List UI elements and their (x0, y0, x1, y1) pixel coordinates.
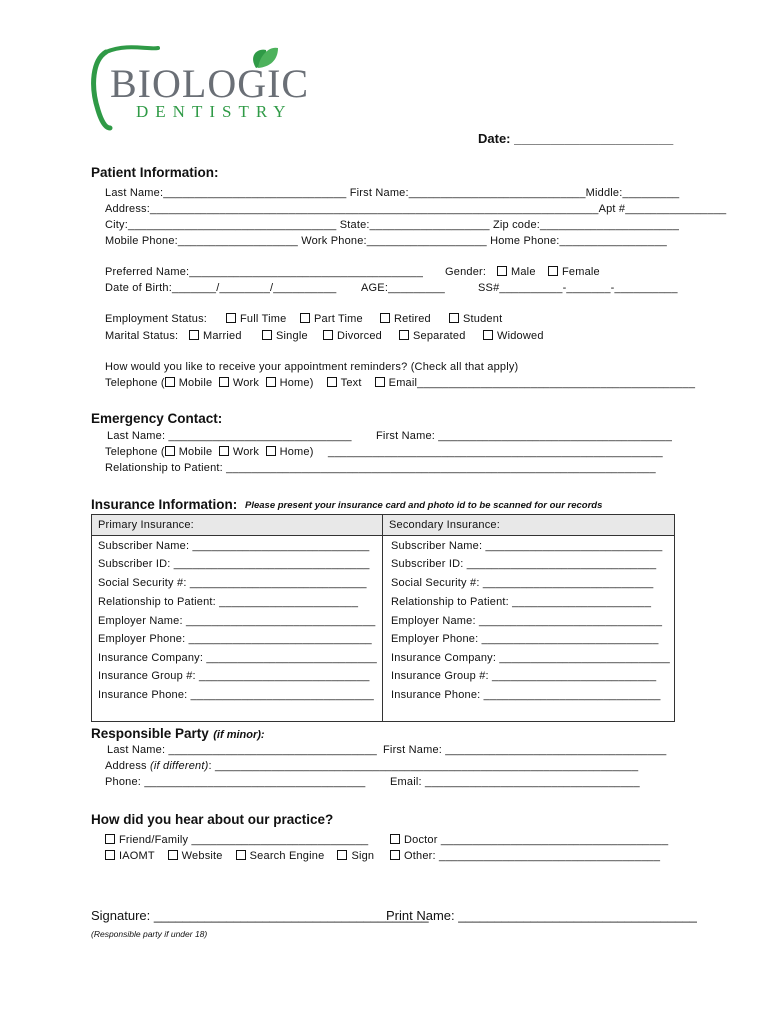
emergency-heading: Emergency Contact: (91, 411, 223, 426)
checkbox-icon[interactable] (327, 377, 337, 387)
marital-married[interactable] (189, 329, 242, 343)
secondary-row[interactable]: Employer Name: _____________________________ (391, 615, 663, 627)
patient-address-line[interactable]: Address:_______________________________________________________________________Apt #________________ (105, 203, 727, 215)
mobile-label: Mobile (178, 377, 213, 389)
reminder-question: How would you like to receive your appointment reminders? (Check all that apply) (105, 361, 519, 373)
primary-row[interactable]: Employer Phone: _____________________________ (98, 633, 372, 645)
signature-field[interactable]: Signature: ______________________________________ (91, 908, 429, 923)
age-field[interactable]: AGE:_________ (361, 282, 445, 294)
responsible-address[interactable] (105, 759, 638, 773)
text-label: Text (340, 377, 362, 389)
email-field[interactable]: Email____________________________________________ (388, 377, 696, 389)
checkbox-icon[interactable] (390, 834, 400, 844)
checkbox-icon[interactable] (497, 266, 507, 276)
employment-full-time[interactable] (226, 312, 286, 326)
responsible-note: (if minor): (213, 729, 265, 741)
option-label: Married (203, 330, 242, 342)
patient-phone-line[interactable]: Mobile Phone:___________________ Work Phone:___________________ Home Phone:_________________ (105, 235, 667, 247)
date-field[interactable]: Date: ______________________ (478, 131, 674, 146)
marital-single[interactable] (262, 329, 308, 343)
patient-name-line[interactable]: Last Name:_____________________________ First Name:____________________________Middle:_________ (105, 187, 680, 199)
iaomt-label: IAOMT (119, 850, 155, 862)
checkbox-icon[interactable] (236, 850, 246, 860)
preferred-name-field[interactable]: Preferred Name:_____________________________________ (105, 266, 424, 278)
dob-field[interactable]: Date of Birth:_______/________/__________ (105, 282, 337, 294)
option-label: Student (463, 313, 503, 325)
emergency-phone-field[interactable]: _____________________________________________________ (328, 446, 663, 458)
option-label: Full Time (240, 313, 287, 325)
secondary-row[interactable]: Relationship to Patient: ______________________ (391, 596, 652, 608)
secondary-row[interactable]: Insurance Phone: ____________________________ (391, 689, 661, 701)
checkbox-icon[interactable] (226, 313, 236, 323)
secondary-row[interactable]: Insurance Company: ___________________________ (391, 652, 670, 664)
insurance-table-divider (382, 515, 383, 721)
insurance-note: Please present your insurance card and photo id to be scanned for our records (245, 500, 603, 511)
responsible-phone[interactable]: Phone: ___________________________________ (105, 776, 366, 788)
checkbox-icon[interactable] (105, 850, 115, 860)
website-label: Website (181, 850, 223, 862)
checkbox-icon[interactable] (266, 377, 276, 387)
employment-retired[interactable] (380, 312, 431, 326)
primary-row[interactable]: Relationship to Patient: ______________________ (98, 596, 359, 608)
option-label: Separated (413, 330, 466, 342)
secondary-row[interactable]: Insurance Group #: __________________________ (391, 670, 657, 682)
checkbox-icon[interactable] (337, 850, 347, 860)
responsible-email[interactable]: Email: __________________________________ (390, 776, 640, 788)
checkbox-icon[interactable] (165, 446, 175, 456)
option-label: Part Time (314, 313, 363, 325)
emergency-last-name[interactable]: Last Name: _____________________________ (107, 430, 352, 442)
checkbox-icon[interactable] (168, 850, 178, 860)
option-label: Friend/Family ____________________________ (119, 834, 369, 846)
checkbox-icon[interactable] (105, 834, 115, 844)
print-name-field[interactable]: Print Name: _________________________________ (386, 908, 697, 923)
ss-field[interactable]: SS#__________-_______-__________ (478, 282, 678, 294)
checkbox-icon[interactable] (380, 313, 390, 323)
search-engine-label: Search Engine (249, 850, 325, 862)
checkbox-icon[interactable] (266, 446, 276, 456)
checkbox-icon[interactable] (189, 330, 199, 340)
emergency-telephone (105, 445, 314, 459)
checkbox-icon[interactable] (262, 330, 272, 340)
logo-title: BIOLOGIC (110, 61, 310, 106)
checkbox-icon[interactable] (483, 330, 493, 340)
primary-insurance-header: Primary Insurance: (98, 519, 194, 531)
checkbox-icon[interactable] (300, 313, 310, 323)
primary-row[interactable]: Employer Name: ______________________________ (98, 615, 376, 627)
secondary-row[interactable]: Social Security #: ___________________________ (391, 577, 654, 589)
gender-label: Gender: (445, 266, 487, 278)
option-label: Other: ___________________________________ (404, 850, 661, 862)
marital-label: Marital Status: (105, 330, 179, 342)
checkbox-icon[interactable] (219, 377, 229, 387)
primary-row[interactable]: Insurance Group #: ___________________________ (98, 670, 370, 682)
address-note: (if different) (150, 760, 209, 772)
primary-row[interactable]: Social Security #: ____________________________ (98, 577, 367, 589)
address-field[interactable]: : ___________________________________________________________________ (208, 760, 639, 772)
hear-friend[interactable] (105, 833, 368, 847)
checkbox-icon[interactable] (390, 850, 400, 860)
insurance-heading: Insurance Information: (91, 497, 238, 512)
responsible-title: Responsible Party (91, 726, 209, 741)
marital-separated[interactable] (399, 329, 466, 343)
work-label: Work (232, 446, 260, 458)
primary-row[interactable]: Insurance Company: ___________________________ (98, 652, 377, 664)
checkbox-icon[interactable] (375, 377, 385, 387)
checkbox-icon[interactable] (548, 266, 558, 276)
checkbox-icon[interactable] (399, 330, 409, 340)
option-label: Single (276, 330, 308, 342)
sign-label: Sign (351, 850, 375, 862)
checkbox-icon[interactable] (219, 446, 229, 456)
home-label: Home) (279, 446, 314, 458)
emergency-first-name[interactable]: First Name: _____________________________________ (376, 430, 673, 442)
responsible-last-name[interactable]: Last Name: _________________________________ (107, 744, 377, 756)
gender-female-label: Female (562, 266, 600, 278)
reminder-options (105, 376, 695, 390)
logo-subtitle: DENTISTRY (136, 102, 293, 121)
employment-student[interactable] (449, 312, 502, 326)
marital-divorced[interactable] (323, 329, 382, 343)
telephone-label: Telephone ( (105, 446, 165, 458)
patient-heading: Patient Information: (91, 165, 219, 180)
secondary-row[interactable]: Subscriber Name: ____________________________ (391, 540, 663, 552)
option-label: Retired (394, 313, 431, 325)
emergency-relationship[interactable]: Relationship to Patient: ____________________________________________________________________ (105, 462, 656, 474)
hear-other[interactable] (390, 849, 660, 863)
option-label: Widowed (497, 330, 544, 342)
gender-male-option[interactable] (497, 265, 536, 279)
hear-row2 (105, 849, 374, 863)
home-label: Home) (279, 377, 314, 389)
responsible-first-name[interactable]: First Name: ___________________________________ (383, 744, 667, 756)
responsible-heading (91, 725, 265, 743)
employment-label: Employment Status: (105, 313, 208, 325)
primary-row[interactable]: Insurance Phone: _____________________________ (98, 689, 374, 701)
patient-city-line[interactable]: City:_________________________________ State:___________________ Zip code:______________________ (105, 219, 680, 231)
gender-female-option[interactable] (548, 265, 600, 279)
logo (88, 40, 310, 135)
address-label: Address (105, 760, 147, 772)
signature-note: (Responsible party if under 18) (91, 929, 208, 939)
hear-doctor[interactable] (390, 833, 668, 847)
option-label: Doctor ____________________________________ (404, 834, 669, 846)
work-label: Work (232, 377, 260, 389)
marital-widowed[interactable] (483, 329, 544, 343)
secondary-row[interactable]: Employer Phone: ____________________________ (391, 633, 659, 645)
checkbox-icon[interactable] (449, 313, 459, 323)
primary-row[interactable]: Subscriber ID: _______________________________ (98, 558, 370, 570)
mobile-label: Mobile (178, 446, 213, 458)
secondary-row[interactable]: Subscriber ID: ______________________________ (391, 558, 657, 570)
employment-part-time[interactable] (300, 312, 363, 326)
checkbox-icon[interactable] (323, 330, 333, 340)
hear-heading: How did you hear about our practice? (91, 812, 334, 827)
gender-male-label: Male (511, 266, 536, 278)
secondary-insurance-header: Secondary Insurance: (389, 519, 501, 531)
option-label: Divorced (337, 330, 383, 342)
telephone-label: Telephone ( (105, 377, 165, 389)
primary-row[interactable]: Subscriber Name: ____________________________ (98, 540, 370, 552)
checkbox-icon[interactable] (165, 377, 175, 387)
